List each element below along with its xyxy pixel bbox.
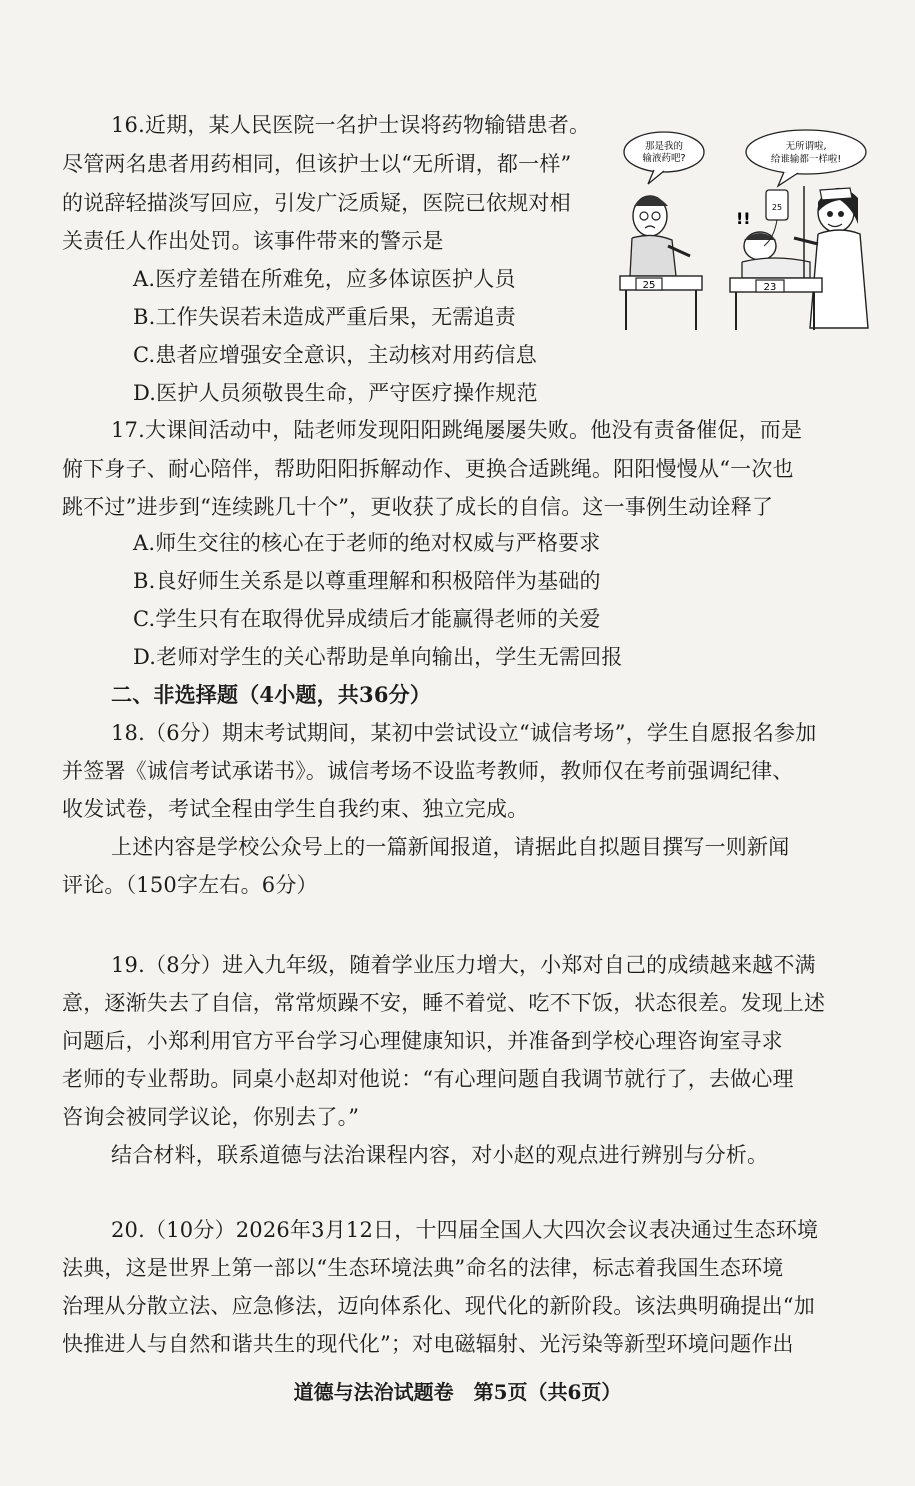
svg-text:!!: !! bbox=[736, 209, 751, 228]
bed-right-number: 23 bbox=[763, 282, 777, 293]
page-footer: 道德与法治试题卷 第5页（共6页） bbox=[293, 1380, 622, 1404]
bottle-label: 25 bbox=[771, 203, 783, 212]
q17-option-c: C.学生只有在取得优异成绩后才能赢得老师的关爱 bbox=[133, 607, 601, 631]
q16-line-1: 16.近期，某人民医院一名护士误将药物输错患者。 bbox=[111, 113, 591, 137]
q16-option-c: C.患者应增强安全意识，主动核对用药信息 bbox=[133, 343, 537, 367]
q17-option-a: A.师生交往的核心在于老师的绝对权威与严格要求 bbox=[133, 531, 601, 555]
q19-prompt: 结合材料，联系道德与法治课程内容，对小赵的观点进行辨别与分析。 bbox=[111, 1143, 769, 1167]
q19-line-4: 老师的专业帮助。同桌小赵却对他说：“有心理问题自我调节就行了，去做心理 bbox=[62, 1067, 794, 1091]
speech-bubble-left bbox=[624, 132, 704, 172]
speech-bubble-right bbox=[746, 130, 866, 174]
bubble-left-line-1: 那是我的 bbox=[644, 141, 684, 152]
q20-line-2: 法典，这是世界上第一部以“生态环境法典”命名的法律，标志着我国生态环境 bbox=[62, 1256, 784, 1280]
bubble-right-line-1: 无所谓啦, bbox=[785, 141, 827, 152]
bed-left-number: 25 bbox=[642, 280, 656, 291]
q16-option-b: B.工作失误若未造成严重后果，无需追责 bbox=[133, 305, 516, 329]
bubble-right-line-2: 给谁输都一样啦! bbox=[770, 154, 842, 165]
q16-line-3: 的说辞轻描淡写回应，引发广泛质疑，医院已依规对相 bbox=[62, 191, 571, 215]
q20-line-4: 快推进人与自然和谐共生的现代化”；对电磁辐射、光污染等新型环境问题作出 bbox=[62, 1332, 794, 1356]
nurse bbox=[794, 188, 868, 328]
q18-line-1: 18.（6分）期末考试期间，某初中尝试设立“诚信考场”，学生自愿报名参加 bbox=[111, 721, 817, 745]
q20-line-1: 20.（10分）2026年3月12日，十四届全国人大四次会议表决通过生态环境 bbox=[111, 1218, 819, 1242]
q18-prompt-2: 评论。（150字左右。6分） bbox=[62, 873, 318, 897]
section-2-title: 二、非选择题（4小题，共36分） bbox=[111, 682, 432, 707]
q18-line-3: 收发试卷，考试全程由学生自我约束、独立完成。 bbox=[62, 797, 529, 821]
q17-option-d: D.老师对学生的关心帮助是单向输出，学生无需回报 bbox=[133, 645, 623, 669]
q17-line-3: 跳不过”进步到“连续跳几十个”，更收获了成长的自信。这一事例生动诠释了 bbox=[62, 495, 774, 519]
q16-line-2: 尽管两名患者用药相同，但该护士以“无所谓，都一样” bbox=[62, 152, 572, 176]
q19-line-2: 意，逐渐失去了自信，常常烦躁不安，睡不着觉、吃不下饭，状态很差。发现上述 bbox=[62, 991, 826, 1015]
q19-line-3: 问题后，小郑利用官方平台学习心理健康知识，并准备到学校心理咨询室寻求 bbox=[62, 1029, 783, 1053]
q18-prompt-1: 上述内容是学校公众号上的一篇新闻报道，请据此自拟题目撰写一则新闻 bbox=[111, 835, 790, 859]
q17-option-b: B.良好师生关系是以尊重理解和积极陪伴为基础的 bbox=[133, 569, 601, 593]
cartoon-illustration bbox=[614, 128, 872, 334]
bubble-left-line-2: 输液药吧? bbox=[642, 153, 686, 164]
q16-line-4: 关责任人作出处罚。该事件带来的警示是 bbox=[62, 229, 444, 253]
q20-line-3: 治理从分散立法、应急修法，迈向体系化、现代化的新阶段。该法典明确提出“加 bbox=[62, 1294, 815, 1318]
patient-left bbox=[630, 196, 690, 276]
bed-right bbox=[730, 278, 822, 330]
q16-option-a: A.医疗差错在所难免，应多体谅医护人员 bbox=[133, 267, 516, 291]
q18-line-2: 并签署《诚信考试承诺书》。诚信考场不设监考教师，教师仅在考前强调纪律、 bbox=[62, 759, 794, 783]
q17-line-1: 17.大课间活动中，陆老师发现阳阳跳绳屡屡失败。他没有责备催促，而是 bbox=[111, 418, 803, 442]
q16-option-d: D.医护人员须敬畏生命，严守医疗操作规范 bbox=[133, 381, 538, 405]
q17-line-2: 俯下身子、耐心陪伴，帮助阳阳拆解动作、更换合适跳绳。阳阳慢慢从“一次也 bbox=[62, 457, 794, 481]
q19-line-1: 19.（8分）进入九年级，随着学业压力增大，小郑对自己的成绩越来越不满 bbox=[111, 953, 816, 977]
bed-left bbox=[620, 276, 702, 330]
q19-line-5: 咨询会被同学议论，你别去了。” bbox=[62, 1105, 360, 1129]
